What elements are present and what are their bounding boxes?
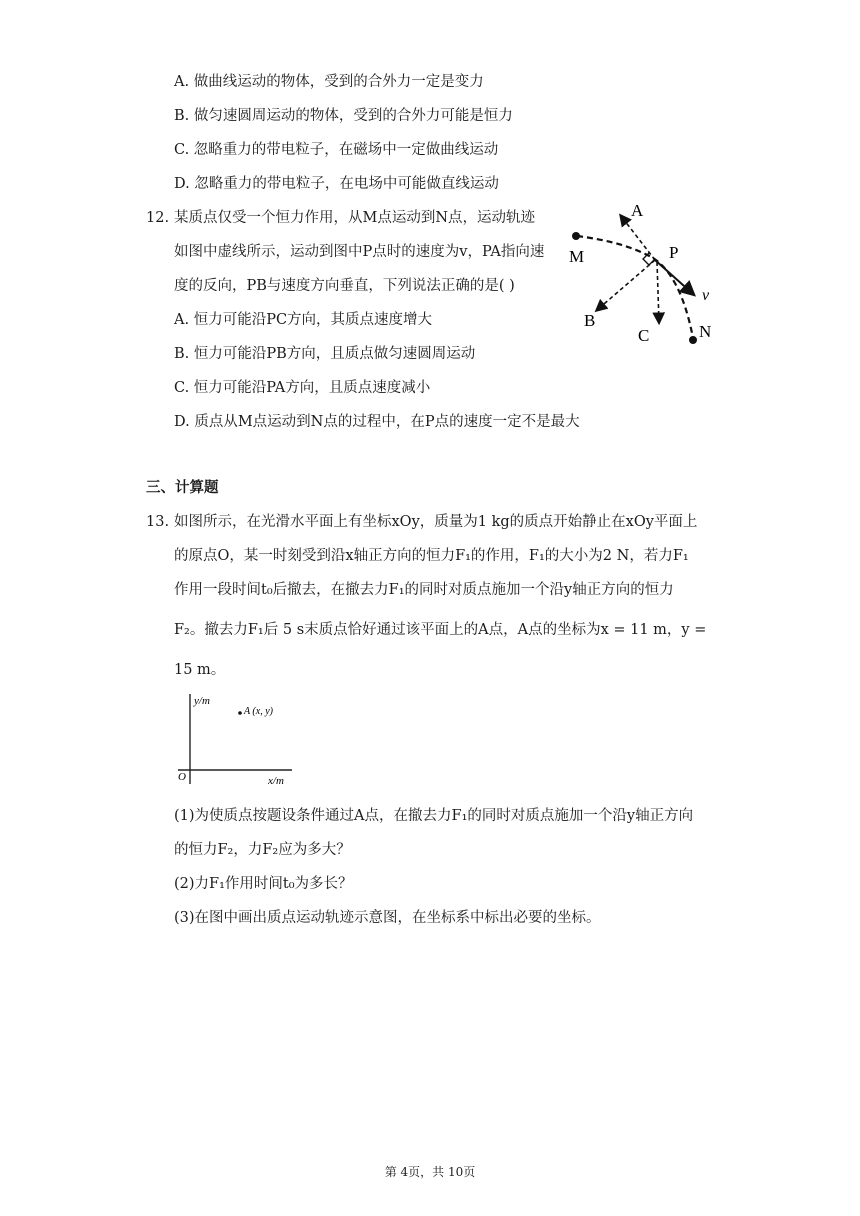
arrow-pb (597, 260, 655, 310)
q11-option-b: B. 做匀速圆周运动的物体，受到的合外力可能是恒力 (174, 108, 513, 124)
origin-label: O (178, 771, 186, 783)
q12-stem-line2: 如图中虚线所示，运动到图中P点时的速度为v，PA指向速 (174, 244, 545, 260)
q12-option-a: A. 恒力可能沿PC方向，其质点速度增大 (174, 312, 433, 328)
q13-number: 13. (146, 514, 170, 530)
q13-stem-line2: 的原点O，某一时刻受到沿x轴正方向的恒力F₁的作用，F₁的大小为2 N，若力F₁ (174, 548, 689, 564)
q12-option-b: B. 恒力可能沿PB方向，且质点做匀速圆周运动 (174, 346, 476, 362)
point-a (238, 711, 242, 715)
q13-stem-line5: 15 m。 (174, 662, 226, 678)
q12-option-d: D. 质点从M点运动到N点的过程中，在P点的速度一定不是最大 (174, 414, 580, 430)
q11-option-a: A. 做曲线运动的物体，受到的合外力一定是变力 (174, 74, 484, 90)
page-footer: 第 4页，共 10页 (384, 1165, 476, 1179)
y-axis-label: y/m (194, 695, 210, 707)
q13-stem-line3: 作用一段时间t₀后撤去，在撤去力F₁的同时对质点施加一个沿y轴正方向的恒力 (174, 582, 674, 598)
arrow-pc (657, 262, 659, 322)
q13-coordinate-figure (172, 688, 302, 788)
q12-number: 12. (146, 210, 170, 226)
label-m: M (569, 247, 585, 266)
point-n (689, 336, 697, 344)
q12-stem-line1: 某质点仅受一个恒力作用，从M点运动到N点，运动轨迹 (174, 210, 536, 226)
section-heading: 三、计算题 (146, 479, 219, 496)
q13-sub2: (2)力F₁作用时间t₀为多长？ (174, 876, 353, 892)
velocity-arrow (655, 260, 693, 294)
x-axis-label: x/m (268, 775, 284, 787)
q13-stem-line1: 如图所示，在光滑水平面上有坐标xOy，质量为1 kg的质点开始静止在xOy平面上 (174, 514, 698, 530)
q12-option-c: C. 恒力可能沿PA方向，且质点速度减小 (174, 380, 431, 396)
q11-option-c: C. 忽略重力的带电粒子，在磁场中一定做曲线运动 (174, 142, 499, 158)
arrow-pa (621, 216, 655, 260)
q11-option-d: D. 忽略重力的带电粒子，在电场中可能做直线运动 (174, 176, 499, 192)
point-a-label: A (x, y) (244, 706, 273, 717)
point-m (572, 232, 580, 240)
label-p: P (669, 243, 679, 262)
label-v: v (702, 287, 710, 304)
q13-stem-line4: F₂。撤去力F₁后 5 s末质点恰好通过该平面上的A点，A点的坐标为x = 11 m，y = (174, 622, 707, 638)
label-a: A (631, 201, 644, 220)
q13-sub1-line2: 的恒力F₂，力F₂应为多大？ (174, 842, 351, 858)
label-b: B (584, 311, 596, 330)
q13-sub1-line1: (1)为使质点按题设条件通过A点，在撤去力F₁的同时对质点施加一个沿y轴正方向 (174, 808, 694, 824)
label-c: C (638, 326, 650, 345)
q12-trajectory-figure (565, 198, 725, 348)
q13-sub3: (3)在图中画出质点运动轨迹示意图，在坐标系中标出必要的坐标。 (174, 910, 601, 926)
q12-stem-line3: 度的反向，PB与速度方向垂直，下列说法正确的是( ) (174, 278, 515, 294)
label-n: N (699, 322, 712, 341)
